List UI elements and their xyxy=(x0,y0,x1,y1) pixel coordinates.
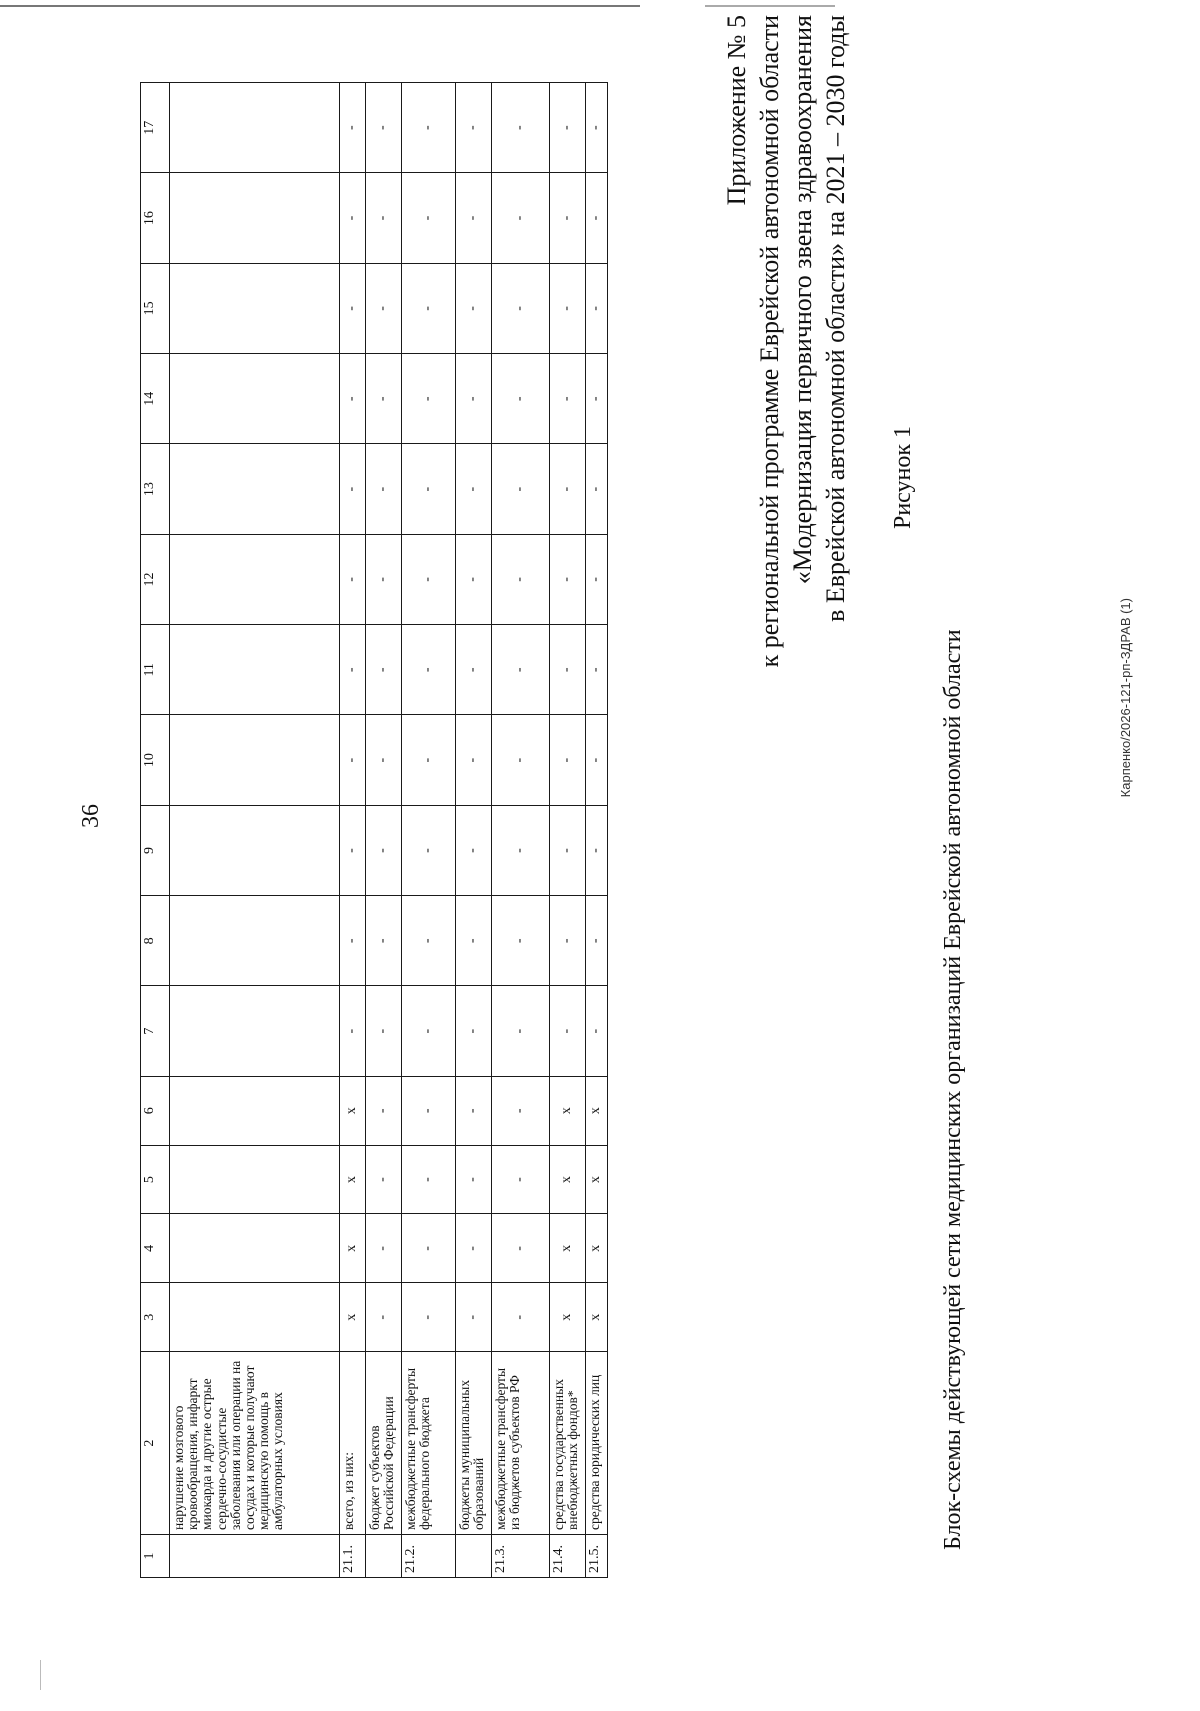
table-cell: - xyxy=(550,805,586,895)
appendix-subtitle: к региональной программе Еврейской автономной области xyxy=(755,15,784,668)
table-cell: - xyxy=(586,805,608,895)
appendix-title: Приложение № 5 xyxy=(722,15,751,206)
table-cell: - xyxy=(586,83,608,173)
table-cell: - xyxy=(340,354,366,444)
table-cell: - xyxy=(586,625,608,715)
table-cell: - xyxy=(340,444,366,534)
row-label: средства государственных внебюджетных фондов* xyxy=(550,1352,586,1535)
table-cell: - xyxy=(366,1283,402,1352)
table-cell: х xyxy=(550,1283,586,1352)
table-cell: х xyxy=(550,1145,586,1214)
table-cell: - xyxy=(366,896,402,986)
column-header: 8 xyxy=(141,896,170,986)
table-cell: х xyxy=(586,1076,608,1145)
table-cell: - xyxy=(366,986,402,1076)
scan-top-line-right xyxy=(705,5,835,7)
table-cell: - xyxy=(456,83,492,173)
table-row xyxy=(170,83,340,1578)
table-body xyxy=(170,83,608,1578)
table-cell: - xyxy=(586,715,608,805)
table-cell: - xyxy=(586,896,608,986)
table-cell: - xyxy=(402,896,456,986)
column-header: 17 xyxy=(141,83,170,173)
table-cell: - xyxy=(366,173,402,263)
table-cell xyxy=(170,354,340,444)
table-cell: - xyxy=(366,83,402,173)
column-header: 13 xyxy=(141,444,170,534)
column-header: 7 xyxy=(141,986,170,1076)
table-cell: х xyxy=(340,1076,366,1145)
table-row xyxy=(402,83,456,1578)
column-header: 16 xyxy=(141,173,170,263)
row-label: межбюджетные трансферты федерального бюджета xyxy=(402,1352,456,1535)
table-cell: - xyxy=(492,715,550,805)
table-cell: - xyxy=(366,1145,402,1214)
table-cell: - xyxy=(402,1214,456,1283)
row-number xyxy=(456,1534,492,1577)
table-cell: - xyxy=(402,1283,456,1352)
table-cell: - xyxy=(366,354,402,444)
table-cell xyxy=(170,1214,340,1283)
column-header: 9 xyxy=(141,805,170,895)
row-label: межбюджетные трансферты из бюджетов субъектов РФ xyxy=(492,1352,550,1535)
table-cell: - xyxy=(550,625,586,715)
table-cell: - xyxy=(340,715,366,805)
appendix-block xyxy=(720,15,852,1025)
table-cell: - xyxy=(492,1283,550,1352)
table-cell xyxy=(170,263,340,353)
table-row xyxy=(366,83,402,1578)
table-row xyxy=(550,83,586,1578)
table-cell xyxy=(170,1076,340,1145)
table-cell: - xyxy=(492,1214,550,1283)
table-cell xyxy=(170,805,340,895)
funding-table xyxy=(140,82,608,1578)
table-cell: - xyxy=(550,263,586,353)
table-cell: - xyxy=(550,534,586,624)
table-cell: - xyxy=(366,444,402,534)
table-row xyxy=(492,83,550,1578)
table-cell: - xyxy=(340,625,366,715)
row-number xyxy=(366,1534,402,1577)
table-cell xyxy=(170,534,340,624)
column-header: 2 xyxy=(141,1352,170,1535)
column-header: 5 xyxy=(141,1145,170,1214)
table-cell: - xyxy=(366,625,402,715)
column-header: 3 xyxy=(141,1283,170,1352)
table-cell: х xyxy=(586,1145,608,1214)
table-cell: х xyxy=(340,1283,366,1352)
table-cell: - xyxy=(492,444,550,534)
table-cell: - xyxy=(586,534,608,624)
table-cell: - xyxy=(456,805,492,895)
table-cell: - xyxy=(492,173,550,263)
table-cell xyxy=(170,173,340,263)
table-cell: - xyxy=(402,986,456,1076)
appendix-program-name: «Модернизация первичного звена здравоохранения xyxy=(788,15,817,585)
table-cell: - xyxy=(550,986,586,1076)
table-cell: - xyxy=(456,715,492,805)
table-cell: - xyxy=(586,444,608,534)
table-cell: - xyxy=(402,444,456,534)
table-cell: - xyxy=(550,715,586,805)
table-cell: - xyxy=(340,83,366,173)
table-cell: - xyxy=(456,896,492,986)
table-cell: - xyxy=(586,986,608,1076)
column-header: 15 xyxy=(141,263,170,353)
table-cell: - xyxy=(492,805,550,895)
table-cell: - xyxy=(366,263,402,353)
table-cell: х xyxy=(340,1145,366,1214)
row-label: средства юридических лиц xyxy=(586,1352,608,1535)
figure-label: Рисунок 1 xyxy=(890,426,916,530)
table-cell: - xyxy=(366,1076,402,1145)
table-cell: - xyxy=(586,354,608,444)
row-number xyxy=(170,1534,340,1577)
table-header-row xyxy=(141,83,170,1578)
table-cell: х xyxy=(550,1076,586,1145)
table-cell: - xyxy=(402,625,456,715)
table-cell: - xyxy=(550,354,586,444)
table-cell: - xyxy=(586,263,608,353)
row-label: бюджеты муниципальных образований xyxy=(456,1352,492,1535)
table-row xyxy=(586,83,608,1578)
table-cell: - xyxy=(492,263,550,353)
table-cell: - xyxy=(340,173,366,263)
table-cell: - xyxy=(340,986,366,1076)
table-cell: - xyxy=(340,534,366,624)
scan-top-line-left xyxy=(0,5,640,7)
table-cell: - xyxy=(402,805,456,895)
row-label: всего, из них: xyxy=(340,1352,366,1535)
table-cell: - xyxy=(456,1283,492,1352)
row-number: 21.5. xyxy=(586,1534,608,1577)
table-cell: х xyxy=(340,1214,366,1283)
table-cell: - xyxy=(402,534,456,624)
table-cell xyxy=(170,625,340,715)
table-cell: - xyxy=(340,263,366,353)
table-cell xyxy=(170,715,340,805)
row-number: 21.1. xyxy=(340,1534,366,1577)
table-cell: - xyxy=(340,896,366,986)
table-cell: - xyxy=(586,173,608,263)
table-cell: - xyxy=(550,83,586,173)
table-cell: - xyxy=(550,173,586,263)
table-cell: х xyxy=(586,1283,608,1352)
table-cell: - xyxy=(340,805,366,895)
table-cell: - xyxy=(402,354,456,444)
table-cell: - xyxy=(402,1145,456,1214)
table-row xyxy=(456,83,492,1578)
table-cell: - xyxy=(456,263,492,353)
table-cell: - xyxy=(492,1076,550,1145)
column-header: 12 xyxy=(141,534,170,624)
column-header: 14 xyxy=(141,354,170,444)
table-cell: - xyxy=(456,444,492,534)
table-cell xyxy=(170,83,340,173)
row-label: бюджет субъектов Российской Федерации xyxy=(366,1352,402,1535)
table-cell xyxy=(170,1283,340,1352)
page-number: 36 xyxy=(78,804,104,828)
table-cell: - xyxy=(402,83,456,173)
table-cell: - xyxy=(456,986,492,1076)
table-cell: - xyxy=(492,83,550,173)
column-header: 11 xyxy=(141,625,170,715)
table-cell xyxy=(170,896,340,986)
table-cell xyxy=(170,1145,340,1214)
table-cell: - xyxy=(456,173,492,263)
table-row xyxy=(340,83,366,1578)
row-label: нарушение мозгового кровообращения, инфаркт миокарда и другие острые сердечно-сосудистые заболевания или операции на сосудах и которые получают медицинскую помощь в амбулаторных условиях xyxy=(170,1352,340,1535)
document-code: Карпенко/2026-121-рп-ЗДРАВ (1) xyxy=(1118,598,1133,798)
row-number: 21.4. xyxy=(550,1534,586,1577)
column-header: 1 xyxy=(141,1534,170,1577)
table-cell: - xyxy=(492,896,550,986)
row-number: 21.3. xyxy=(492,1534,550,1577)
table-cell: х xyxy=(586,1214,608,1283)
table-cell: - xyxy=(366,1214,402,1283)
table-cell: - xyxy=(456,1076,492,1145)
column-header: 4 xyxy=(141,1214,170,1283)
row-number: 21.2. xyxy=(402,1534,456,1577)
table-cell: - xyxy=(366,805,402,895)
table-cell: - xyxy=(492,354,550,444)
table-cell: - xyxy=(402,715,456,805)
table-cell: - xyxy=(456,625,492,715)
table-cell: - xyxy=(456,354,492,444)
funding-table-container xyxy=(140,82,604,1578)
column-header: 6 xyxy=(141,1076,170,1145)
table-cell: - xyxy=(456,1145,492,1214)
table-cell: - xyxy=(550,444,586,534)
table-cell: - xyxy=(402,263,456,353)
figure-caption: Блок-схемы действующей сети медицинских организаций Еврейской автономной области xyxy=(940,629,966,1550)
appendix-program-period: в Еврейской автономной области» на 2021 – 2030 годы xyxy=(821,15,850,622)
column-header: 10 xyxy=(141,715,170,805)
table-cell: - xyxy=(492,534,550,624)
table-cell: - xyxy=(456,1214,492,1283)
table-cell: - xyxy=(366,715,402,805)
table-cell: - xyxy=(492,1145,550,1214)
table-cell: - xyxy=(492,625,550,715)
table-cell xyxy=(170,986,340,1076)
table-cell: х xyxy=(550,1214,586,1283)
table-cell: - xyxy=(456,534,492,624)
scan-mark xyxy=(40,1660,51,1690)
table-cell: - xyxy=(402,1076,456,1145)
table-cell xyxy=(170,444,340,534)
table-cell: - xyxy=(366,534,402,624)
table-cell: - xyxy=(550,896,586,986)
table-cell: - xyxy=(402,173,456,263)
table-cell: - xyxy=(492,986,550,1076)
